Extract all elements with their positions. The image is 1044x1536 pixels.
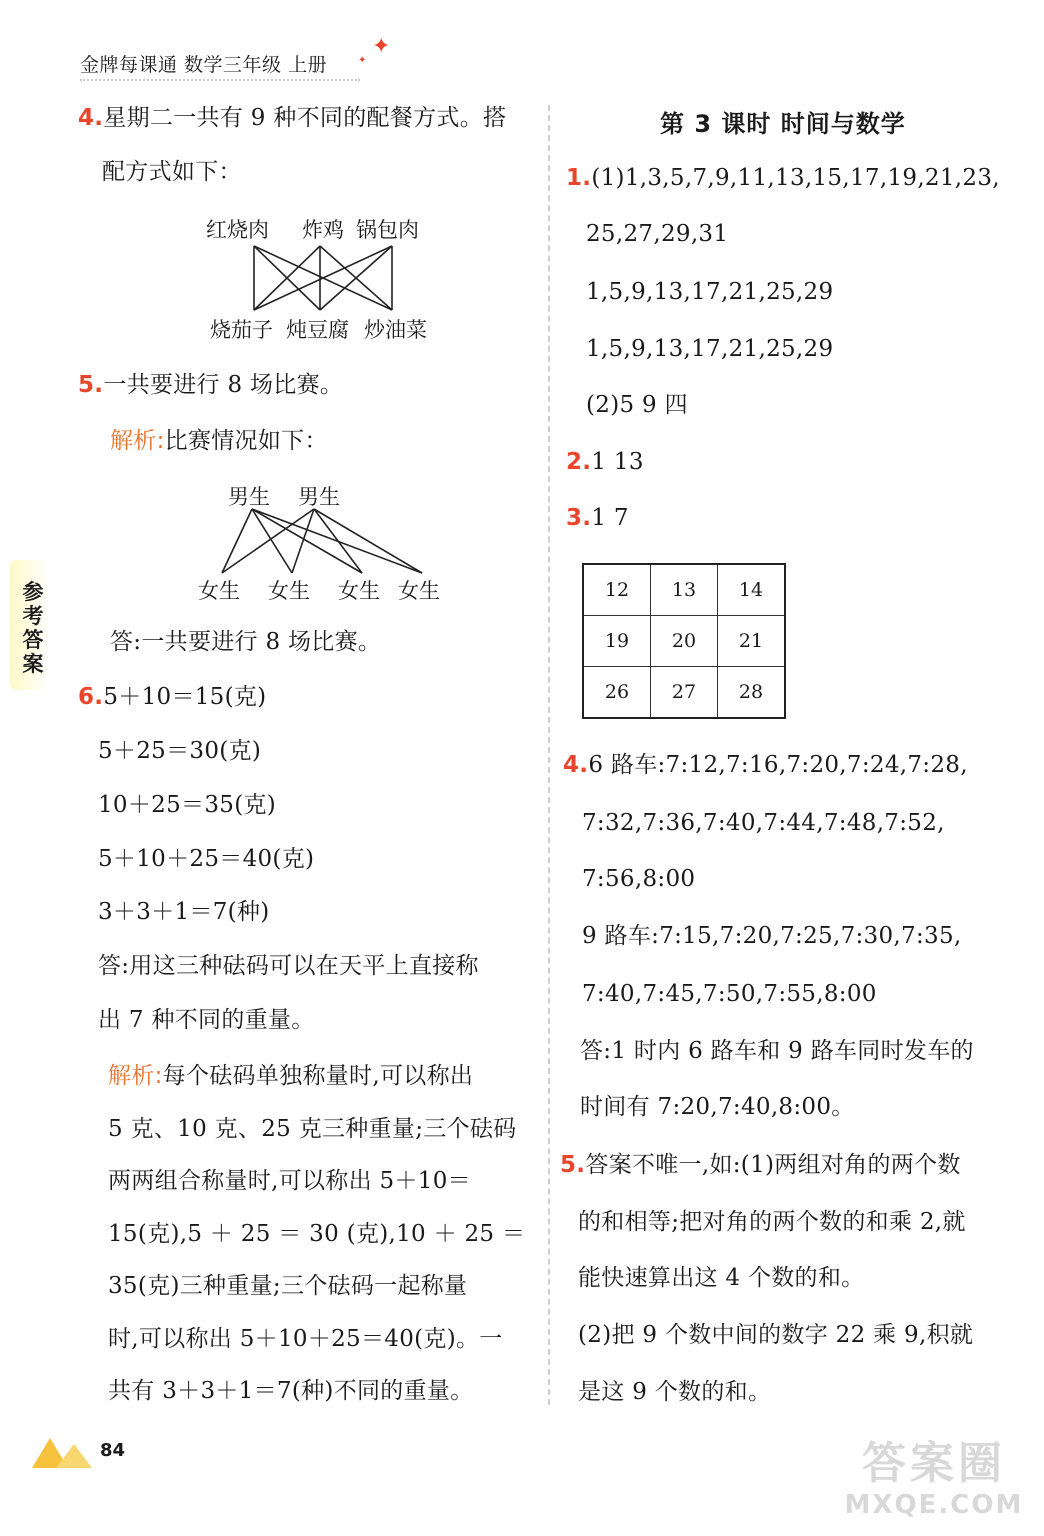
grid-cell: 20 [651, 616, 718, 667]
analysis-label: 解析: [110, 428, 165, 454]
answer-line: 是这 9 个数的和。 [578, 1379, 772, 1405]
side-label-char: 答 [22, 628, 44, 652]
answer-text: 1 7 [591, 505, 629, 531]
match-bottom-2: 女生 [268, 579, 310, 603]
header-title: 金牌每课通 数学三年级 上册 [80, 54, 328, 76]
watermark-url: MXQE.COM [844, 1490, 1024, 1520]
analysis-text: 共有 3＋3＋1＝7(种)不同的重量。 [108, 1378, 474, 1404]
answer-line: 7:40,7:45,7:50,7:55,8:00 [582, 981, 877, 1007]
answer-text: 1 13 [591, 449, 644, 475]
meal-bottom-3: 炒油菜 [364, 318, 427, 342]
mountain-icon [30, 1430, 96, 1470]
question-text: 星期二一共有 9 种不同的配餐方式。搭 [103, 105, 507, 131]
watermark [836, 1438, 1032, 1530]
answer-line: 25,27,29,31 [586, 221, 729, 247]
grid-cell: 13 [651, 564, 718, 616]
question-5-answer: 答:一共要进行 8 场比赛。 [110, 629, 382, 655]
analysis-text: 两两组合称量时,可以称出 5＋10＝ [108, 1168, 471, 1194]
question-5-right [560, 1150, 961, 1180]
answer-line: (2)5 9 四 [586, 392, 688, 418]
match-top-2: 男生 [298, 485, 340, 509]
question-5-analysis [110, 426, 328, 456]
question-number: 3. [566, 505, 592, 531]
answer-line: (1)1,3,5,7,9,11,13,15,17,19,21,23, [591, 165, 1000, 191]
question-number: 4. [78, 105, 104, 131]
meal-top-1: 红烧肉 [206, 218, 269, 242]
calendar-grid [582, 563, 786, 719]
question-1-right [566, 163, 1000, 193]
grid-cell: 19 [583, 616, 651, 667]
analysis-text: 时,可以称出 5＋10＋25＝40(克)。一 [108, 1326, 503, 1352]
match-line [314, 509, 362, 573]
analysis-text: 35(克)三种重量;三个砝码一起称量 [108, 1273, 468, 1299]
side-label-char: 案 [22, 652, 44, 676]
star-small-icon: ✦ [358, 55, 367, 66]
star-icon: ✦ [372, 34, 391, 59]
match-bottom-4: 女生 [398, 579, 440, 603]
equation-line: 10＋25＝35(克) [98, 792, 277, 818]
meal-top-2: 炸鸡 [302, 218, 344, 242]
grid-cell: 26 [583, 667, 651, 719]
answer-line: 时间有 7:20,7:40,8:00。 [580, 1094, 855, 1120]
question-4-left-line2: 配方式如下： [102, 159, 242, 185]
equation-line: 5＋10＋25＝40(克) [98, 846, 315, 872]
match-line [314, 509, 422, 573]
grid-cell: 12 [583, 564, 651, 616]
grid-row [583, 616, 785, 667]
answer-line: 答案不唯一,如:(1)两组对角的两个数 [585, 1152, 961, 1178]
analysis-text: 每个砝码单独称量时,可以称出 [162, 1063, 474, 1089]
match-bottom-3: 女生 [338, 579, 380, 603]
question-number: 4. [563, 752, 589, 778]
grid-cell: 28 [718, 667, 786, 719]
meal-bottom-2: 炖豆腐 [286, 318, 349, 342]
analysis-text: 比赛情况如下： [164, 428, 328, 454]
match-top-1: 男生 [228, 485, 270, 509]
answer-line: 出 7 种不同的重量。 [98, 1007, 315, 1033]
question-number: 2. [566, 449, 592, 475]
answer-line: 答:用这三种砝码可以在天平上直接称 [98, 953, 479, 979]
grid-row [583, 564, 785, 616]
equation-line: 5＋10＝15(克) [103, 684, 267, 710]
match-bottom-1: 女生 [198, 579, 240, 603]
side-label [18, 580, 48, 676]
side-label-char: 参 [22, 580, 44, 604]
question-2-right [566, 447, 644, 477]
analysis-text: 15(克),5 ＋ 25 ＝ 30 (克),10 ＋ 25 ＝ [108, 1221, 526, 1247]
question-text: 一共要进行 8 场比赛。 [103, 372, 344, 398]
question-4-left [78, 103, 506, 133]
match-pairing-diagram [210, 505, 440, 577]
answer-line: (2)把 9 个数中间的数字 22 乘 9,积就 [578, 1322, 974, 1348]
meal-pairing-diagram [240, 240, 410, 314]
grid-row [583, 667, 785, 719]
question-4-right [563, 750, 968, 780]
answer-line: 的和相等;把对角的两个数的和乘 2,就 [578, 1209, 966, 1235]
side-label-char: 考 [22, 604, 44, 628]
grid-cell: 21 [718, 616, 786, 667]
answer-line: 6 路车:7:12,7:16,7:20,7:24,7:28, [588, 752, 968, 778]
answer-line: 1,5,9,13,17,21,25,29 [586, 279, 834, 305]
answer-line: 7:32,7:36,7:40,7:44,7:48,7:52, [582, 810, 945, 836]
equation-line: 5＋25＝30(克) [98, 738, 262, 764]
question-number: 5. [560, 1152, 586, 1178]
match-line [252, 509, 292, 573]
equation-line: 3＋3＋1＝7(种) [98, 899, 270, 925]
lesson-title: 第 3 课时 时间与数学 [660, 110, 906, 138]
question-number: 6. [78, 684, 104, 710]
question-5-left [78, 370, 343, 400]
watermark-logo-text: 答案圈 [862, 1438, 1006, 1489]
question-number: 1. [566, 165, 592, 191]
meal-top-3: 锅包肉 [356, 218, 419, 242]
page-number: 84 [100, 1440, 126, 1461]
question-3-right [566, 503, 629, 533]
analysis-label: 解析: [108, 1063, 163, 1089]
answer-line: 能快速算出这 4 个数的和。 [578, 1265, 865, 1291]
header-divider [80, 79, 360, 81]
answer-line: 7:56,8:00 [582, 866, 696, 892]
grid-cell: 14 [718, 564, 786, 616]
column-divider [548, 105, 550, 1405]
question-6-analysis [108, 1061, 473, 1091]
answer-line: 9 路车:7:15,7:20,7:25,7:30,7:35, [582, 923, 962, 949]
question-number: 5. [78, 372, 104, 398]
answer-line: 答:1 时内 6 路车和 9 路车同时发车的 [580, 1038, 974, 1064]
grid-cell: 27 [651, 667, 718, 719]
analysis-text: 5 克、10 克、25 克三种重量;三个砝码 [108, 1116, 517, 1142]
match-line [292, 509, 314, 573]
meal-bottom-1: 烧茄子 [210, 318, 273, 342]
question-6-left [78, 682, 266, 712]
answer-line: 1,5,9,13,17,21,25,29 [586, 336, 834, 362]
